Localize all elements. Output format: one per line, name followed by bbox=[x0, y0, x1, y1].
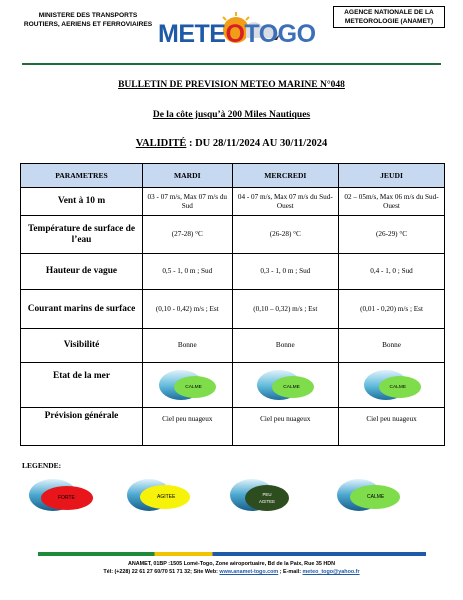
legend-label: AGITEE bbox=[157, 494, 176, 500]
logo-text-o: O bbox=[225, 20, 245, 48]
table-cell: Ciel peu nuageux bbox=[143, 408, 233, 446]
agency-name bbox=[333, 6, 445, 28]
legend-label: CALME bbox=[367, 494, 385, 500]
email-link[interactable]: meteo_togo@yahoo.fr bbox=[302, 569, 360, 575]
sea-state-badge bbox=[362, 369, 422, 401]
param-label: Vent à 10 m bbox=[21, 188, 143, 216]
param-label: Courant marins de surface bbox=[21, 290, 143, 329]
forecast-table bbox=[20, 163, 445, 446]
logo-text-togo: TOGO bbox=[244, 20, 316, 48]
table-cell: 02 – 05m/s, Max 06 m/s du Sud-Ouest bbox=[339, 188, 445, 216]
col-header-parametres: PARAMETRES bbox=[21, 164, 143, 188]
table-cell: 04 - 07 m/s, Max 07 m/s du Sud-Ouest bbox=[232, 188, 338, 216]
footer-contact bbox=[0, 569, 463, 575]
table-row bbox=[21, 216, 445, 254]
col-header-jeudi: JEUDI bbox=[339, 164, 445, 188]
col-header-mercredi: MERCREDI bbox=[232, 164, 338, 188]
table-cell: 0,5 - 1, 0 m ; Sud bbox=[143, 254, 233, 290]
header-divider bbox=[22, 63, 441, 65]
param-label: Etat de la mer bbox=[21, 363, 143, 408]
sea-state-cell bbox=[143, 363, 233, 408]
footer-phone: Tél: (+228) 22 61 27 60/70 51 71 32; Site Web: bbox=[103, 569, 220, 575]
sea-state-label: CALME bbox=[389, 385, 407, 390]
validity-line bbox=[0, 138, 463, 149]
validity-label: VALIDITÉ bbox=[135, 138, 187, 149]
param-label: Prévision générale bbox=[21, 408, 143, 446]
table-row bbox=[21, 254, 445, 290]
sea-state-label: CALME bbox=[283, 385, 300, 390]
sea-state-cell bbox=[339, 363, 445, 408]
param-label: Hauteur de vague bbox=[21, 254, 143, 290]
table-cell: (26-29) °C bbox=[339, 216, 445, 254]
website-link[interactable]: www.anamet-togo.com bbox=[219, 569, 279, 575]
bulletin-title: BULLETIN DE PREVISION METEO MARINE N°048 bbox=[118, 80, 345, 90]
ministry-line-2: ROUTIERS, AERIENS ET FERROVIAIRES bbox=[23, 21, 153, 28]
legend-label: PEU AGITEE bbox=[258, 492, 276, 504]
agency-box bbox=[333, 6, 445, 28]
table-cell: 03 - 07 m/s, Max 07 m/s du Sud bbox=[143, 188, 233, 216]
table-cell: 0,3 - 1, 0 m ; Sud bbox=[232, 254, 338, 290]
table-header-row bbox=[21, 164, 445, 188]
table-cell: (26-28) °C bbox=[232, 216, 338, 254]
table-cell: 0,4 - 1, 0 ; Sud bbox=[339, 254, 445, 290]
ministry-name bbox=[22, 11, 154, 29]
logo-text-mete: METE bbox=[158, 20, 226, 48]
table-cell: Bonne bbox=[232, 329, 338, 363]
table-cell: Bonne bbox=[339, 329, 445, 363]
param-label: Température de surface de l’eau bbox=[21, 216, 143, 254]
table-cell: Ciel peu nuageux bbox=[232, 408, 338, 446]
param-label: Visibilité bbox=[21, 329, 143, 363]
table-row bbox=[21, 188, 445, 216]
table-cell: (0,10 – 0,32) m/s ; Est bbox=[232, 290, 338, 329]
footer-address: ANAMET, 01BP :1505 Lomé-Togo, Zone aéroportuaire, Bd de la Paix, Rue 35 HDN bbox=[127, 561, 336, 567]
legend-label: FORTE bbox=[58, 495, 75, 501]
legend-item-agitee bbox=[125, 478, 195, 514]
coverage-subtitle: De la côte jusqu’à 200 Miles Nautiques bbox=[152, 110, 311, 120]
sea-state-cell bbox=[232, 363, 338, 408]
agency-line-2: METEOROLOGIE (ANAMET) bbox=[344, 18, 434, 25]
table-row bbox=[21, 408, 445, 446]
ministry-line-1: MINISTERE DES TRANSPORTS bbox=[38, 12, 138, 19]
footer-divider bbox=[38, 552, 426, 556]
table-row bbox=[21, 363, 445, 408]
meteo-togo-logo bbox=[150, 12, 330, 52]
table-row bbox=[21, 329, 445, 363]
table-cell: (27-28) °C bbox=[143, 216, 233, 254]
table-row bbox=[21, 290, 445, 329]
legend-item-peu-agitee bbox=[228, 478, 298, 514]
table-cell: (0,01 - 0,20) m/s ; Est bbox=[339, 290, 445, 329]
legend-item-calme bbox=[335, 478, 405, 514]
legend-item-forte bbox=[27, 478, 97, 514]
table-cell: Bonne bbox=[143, 329, 233, 363]
sea-state-label: CALME bbox=[185, 385, 202, 390]
sea-state-badge bbox=[157, 369, 217, 401]
table-cell: Ciel peu nuageux bbox=[339, 408, 445, 446]
footer-email-label: ; E-mail: bbox=[278, 569, 303, 575]
table-cell: (0,10 - 0,42) m/s ; Est bbox=[143, 290, 233, 329]
agency-line-1: AGENCE NATIONALE DE LA bbox=[344, 9, 434, 16]
validity-dates: : DU 28/11/2024 AU 30/11/2024 bbox=[186, 138, 328, 149]
sea-state-badge bbox=[255, 369, 315, 401]
legend-title: LEGENDE: bbox=[22, 461, 62, 470]
col-header-mardi: MARDI bbox=[143, 164, 233, 188]
